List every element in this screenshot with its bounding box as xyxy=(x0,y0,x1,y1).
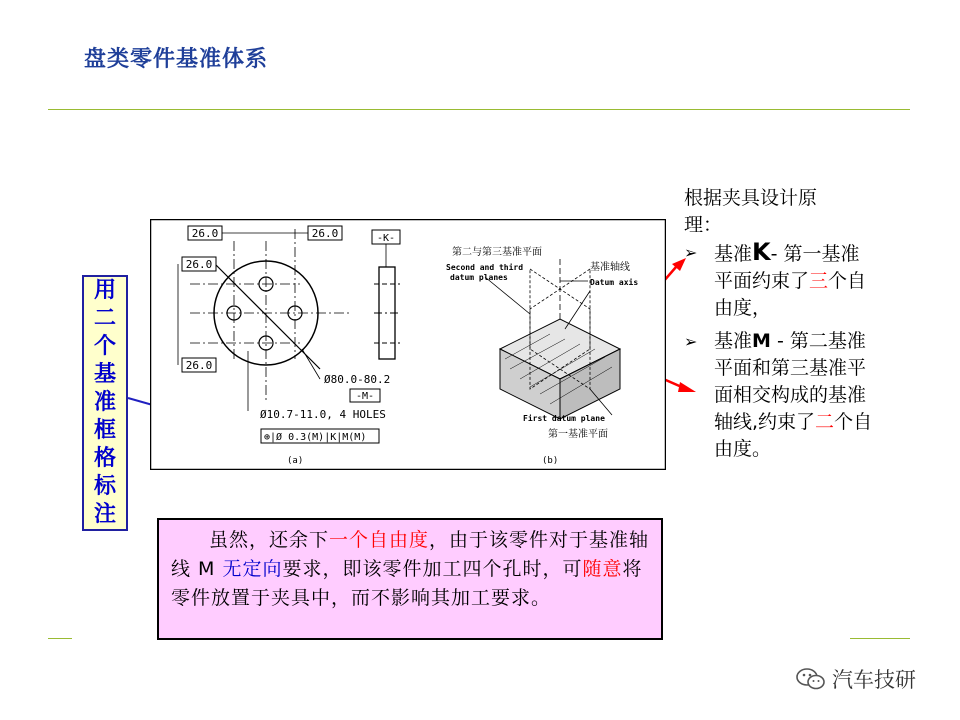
bullet-m: ➢ 基准M - 第二基准平面和第三基准平面相交构成的基准轴线,约束了二个自由度。 xyxy=(684,330,873,460)
watermark xyxy=(796,664,916,694)
en-second-third-1: Second and third xyxy=(446,263,524,272)
vlabel-char: 二 xyxy=(93,306,116,331)
cn-second-third: 第二与第三基准平面 xyxy=(452,247,542,258)
label-a: (a) xyxy=(287,456,304,466)
label-b: (b) xyxy=(542,456,559,466)
arrow-bullet-icon: ➢ xyxy=(684,243,698,262)
vlabel-char: 准 xyxy=(93,390,116,415)
cn-first: 第一基准平面 xyxy=(548,429,608,440)
en-first: First datum plane xyxy=(523,414,605,423)
vlabel-char: 基 xyxy=(93,362,116,387)
dia-outer: Ø80.0-80.2 xyxy=(324,373,391,386)
note-box: 虽然，还余下一个自由度，由于该零件对于基准轴线 M 无定向要求，即该零件加工四个孔时，可随意将零件放置于夹具中，而不影响其加工要求。 xyxy=(157,518,663,640)
dim-top-right: 26.0 xyxy=(311,227,339,240)
dia-holes: Ø10.7-11.0, 4 HOLES xyxy=(260,408,386,421)
en-axis: Datum axis xyxy=(590,278,639,287)
datum-m-label: -M- xyxy=(355,391,375,402)
intro-text: 根据夹具设计原理： xyxy=(684,187,818,236)
watermark-text: 汽车技研 xyxy=(832,668,916,692)
vlabel-char: 个 xyxy=(93,334,116,359)
vlabel-char: 标 xyxy=(93,474,116,499)
principle-text xyxy=(684,185,874,463)
vlabel-char: 框 xyxy=(93,418,116,443)
arrow-bullet-icon: ➢ xyxy=(684,332,698,351)
bullet-k: ➢ 基准K- 第一基准平面约束了三个自由度， xyxy=(684,238,867,319)
vlabel-char: 注 xyxy=(93,502,116,527)
cn-axis: 基准轴线 xyxy=(590,262,630,273)
wechat-icon xyxy=(796,666,826,692)
en-second-third-2: datum planes xyxy=(450,273,508,282)
dim-top-left: 26.0 xyxy=(191,227,219,240)
dim-left-upper: 26.0 xyxy=(185,258,213,271)
engineering-drawing xyxy=(150,219,666,470)
vlabel-char: 格 xyxy=(93,446,116,471)
dim-left-lower: 26.0 xyxy=(185,359,213,372)
datum-k-label: -K- xyxy=(376,233,396,244)
feature-control-frame: ⊕|Ø 0.3(M)|K|M(M) xyxy=(264,432,367,443)
vlabel-char: 用 xyxy=(93,278,116,303)
page-title: 盘类零件基准体系 xyxy=(84,46,269,72)
